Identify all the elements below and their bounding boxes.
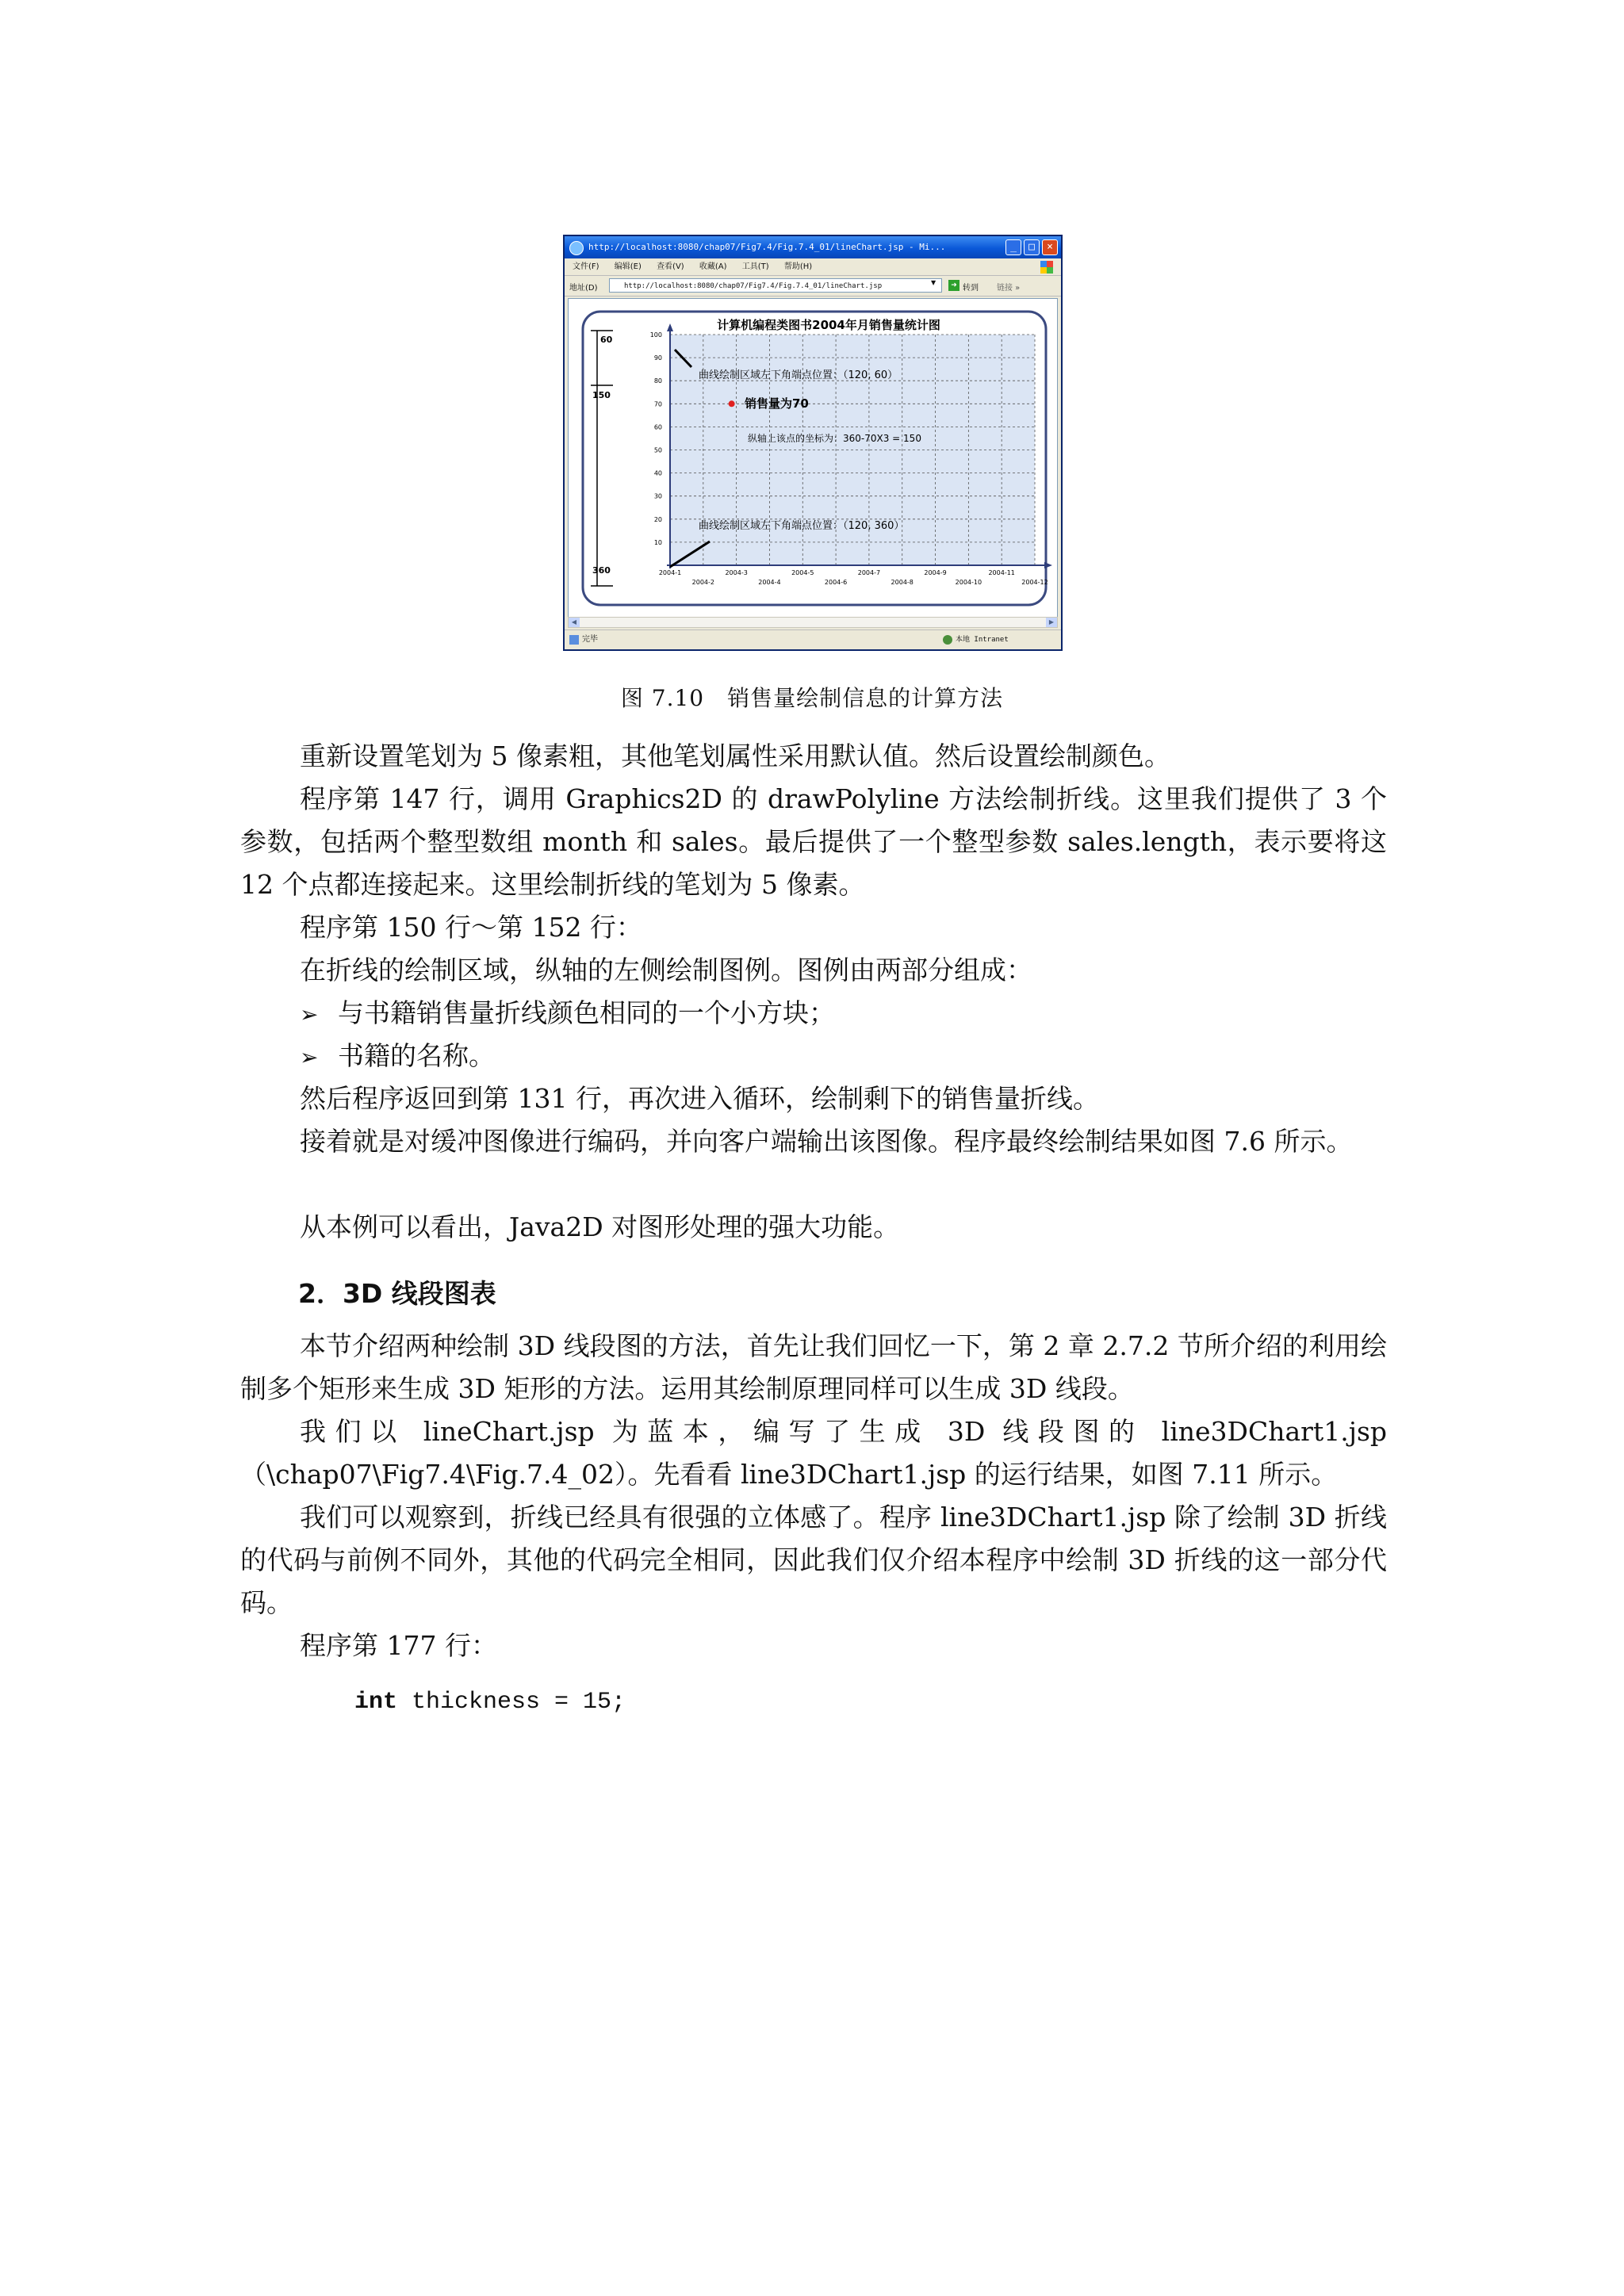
scroll-left-icon[interactable]: ◀	[569, 618, 580, 627]
window-titlebar	[565, 236, 1061, 258]
y-tick-label: 30	[653, 492, 662, 500]
annotation-top-left: 曲线绘制区域左下角端点位置：（120, 60）	[699, 369, 898, 381]
x-tick-label: 2004-9	[924, 569, 947, 576]
intranet-zone-icon	[943, 635, 952, 645]
menu-tools[interactable]: 工具(T)	[741, 262, 769, 271]
address-label: 地址(D)	[569, 284, 598, 293]
y-tick-label: 70	[653, 400, 662, 408]
links-label[interactable]: 链接 »	[997, 284, 1021, 293]
paragraph-5: 然后程序返回到第 131 行，再次进入循环，绘制剩下的销售量折线。	[300, 1083, 1099, 1114]
paragraph-11: 程序第 177 行：	[300, 1630, 497, 1661]
chart-title: 计算机编程类图书2004年月销售量统计图	[717, 318, 940, 332]
x-tick-label: 2004-5	[791, 569, 814, 576]
bullet-arrow-icon: ➢	[300, 1044, 319, 1070]
code-rest: thickness = 15;	[397, 1689, 626, 1716]
line-chart	[569, 299, 1058, 616]
y-tick-label: 80	[653, 377, 662, 385]
go-arrow-icon[interactable]: ➜	[948, 280, 959, 291]
bullet-item-2	[300, 1035, 495, 1079]
paragraph-8: 本节介绍两种绘制 3D 线段图的方法，首先让我们回忆一下，第 2 章 2.7.2 节所介绍的利用绘制多个矩形来生成 3D 矩形的方法。运用其绘制原理同样可以生成 3D 线段。	[240, 1330, 1387, 1404]
menu-edit[interactable]: 编辑(E)	[614, 262, 642, 271]
x-tick-label: 2004-1	[658, 569, 682, 576]
code-line	[354, 1681, 626, 1724]
x-tick-label: 2004-2	[691, 579, 714, 586]
x-tick-label: 2004-10	[955, 579, 982, 586]
page-content	[568, 298, 1058, 618]
go-button[interactable]: 转到	[963, 284, 979, 293]
x-tick-label: 2004-12	[1021, 579, 1048, 586]
y-tick-label: 60	[653, 423, 662, 431]
x-tick-label: 2004-6	[824, 579, 848, 586]
status-text: 完毕	[582, 635, 598, 644]
maximize-button[interactable]: □	[1024, 239, 1040, 255]
chevron-down-icon[interactable]: ▼	[931, 279, 936, 286]
paragraph-7: 从本例可以看出，Java2D 对图形处理的强大功能。	[300, 1211, 900, 1242]
paragraph-10: 我们可以观察到，折线已经具有很强的立体感了。程序 line3DChart1.jsp 除了绘制 3D 折线的代码与前例不同外，其他的代码完全相同，因此我们仅介绍本程序中绘制 3D 折线的这一部分代码。	[240, 1502, 1387, 1618]
horizontal-scrollbar[interactable]	[568, 617, 1058, 628]
page-done-icon	[569, 635, 579, 645]
x-tick-label: 2004-3	[725, 569, 748, 576]
paragraph-1: 重新设置笔划为 5 像素粗，其他笔划属性采用默认值。然后设置绘制颜色。	[300, 740, 1170, 771]
paragraph-2: 程序第 147 行，调用 Graphics2D 的 drawPolyline 方法绘制折线。这里我们提供了 3 个参数，包括两个整型数组 month 和 sales。最后提供了一个整型参数 sales.length，表示要将这 12 个点都连接起来。这里绘制折线的笔划为 5 像素。	[240, 783, 1387, 900]
ie-icon	[569, 241, 584, 255]
close-button[interactable]: ×	[1042, 239, 1058, 255]
window-title: http://localhost:8080/chap07/Fig7.4/Fig.7.4_01/lineChart.jsp - Mi...	[588, 242, 946, 252]
browser-window-screenshot	[563, 235, 1063, 651]
x-tick-label: 2004-8	[891, 579, 914, 586]
paragraph-6: 接着就是对缓冲图像进行编码，并向客户端输出该图像。程序最终绘制结果如图 7.6 所示。	[300, 1126, 1353, 1157]
menu-help[interactable]: 帮助(H)	[783, 262, 813, 271]
menu-favorites[interactable]: 收藏(A)	[699, 262, 727, 271]
bullet-item-1	[300, 992, 835, 1036]
minimize-button[interactable]: _	[1005, 239, 1021, 255]
menu-bar	[565, 258, 1061, 276]
windows-logo-icon	[1040, 261, 1053, 274]
section-heading: 2．3D 线段图表	[298, 1278, 496, 1309]
y-tick-label: 90	[653, 354, 662, 362]
paragraph-9: 我们以 lineChart.jsp 为蓝本，编写了生成 3D 线段图的 line3DChart1.jsp（\chap07\Fig7.4\Fig.7.4_02）。先看看 line3DChart1.jsp 的运行结果，如图 7.11 所示。	[240, 1416, 1387, 1490]
scroll-right-icon[interactable]: ▶	[1046, 618, 1057, 627]
menu-file[interactable]: 文件(F)	[573, 262, 599, 271]
dimension-label-150: 150	[592, 390, 611, 400]
address-input[interactable]: http://localhost:8080/chap07/Fig7.4/Fig.7.4_01/lineChart.jsp	[609, 278, 942, 293]
status-bar	[565, 629, 1061, 649]
address-bar	[565, 276, 1061, 297]
paragraph-4: 在折线的绘制区域，纵轴的左侧绘制图例。图例由两部分组成：	[300, 955, 1032, 985]
x-tick-label: 2004-7	[857, 569, 881, 576]
annotation-point-label: 销售量为70	[745, 396, 809, 411]
bullet-arrow-icon: ➢	[300, 1001, 319, 1027]
x-tick-label: 2004-11	[988, 569, 1015, 576]
y-tick-label: 20	[653, 515, 662, 523]
annotation-coord: 纵轴上该点的坐标为：360-70X3 = 150	[748, 433, 921, 444]
figure-caption: 图 7.10 销售量绘制信息的计算方法	[620, 685, 1004, 711]
x-axis-arrow-icon	[1044, 562, 1052, 568]
dimension-label-360: 360	[592, 565, 611, 576]
y-tick-label: 100	[649, 331, 662, 339]
code-keyword: int	[354, 1689, 398, 1716]
dimension-label-60: 60	[600, 335, 613, 345]
bullet-text-2: 书籍的名称。	[338, 1040, 495, 1071]
bullet-text-1: 与书籍销售量折线颜色相同的一个小方块；	[338, 997, 835, 1028]
status-zone: 本地 Intranet	[956, 636, 1009, 644]
annotation-bottom-left: 曲线绘制区域左下角端点位置：（120, 360）	[699, 520, 905, 532]
paragraph-3: 程序第 150 行～第 152 行：	[300, 912, 642, 943]
x-tick-label: 2004-4	[758, 579, 781, 586]
highlight-point	[729, 400, 735, 407]
y-tick-label: 50	[653, 446, 662, 454]
y-tick-label: 10	[653, 538, 662, 546]
menu-view[interactable]: 查看(V)	[657, 262, 684, 271]
y-tick-label: 40	[653, 469, 662, 477]
